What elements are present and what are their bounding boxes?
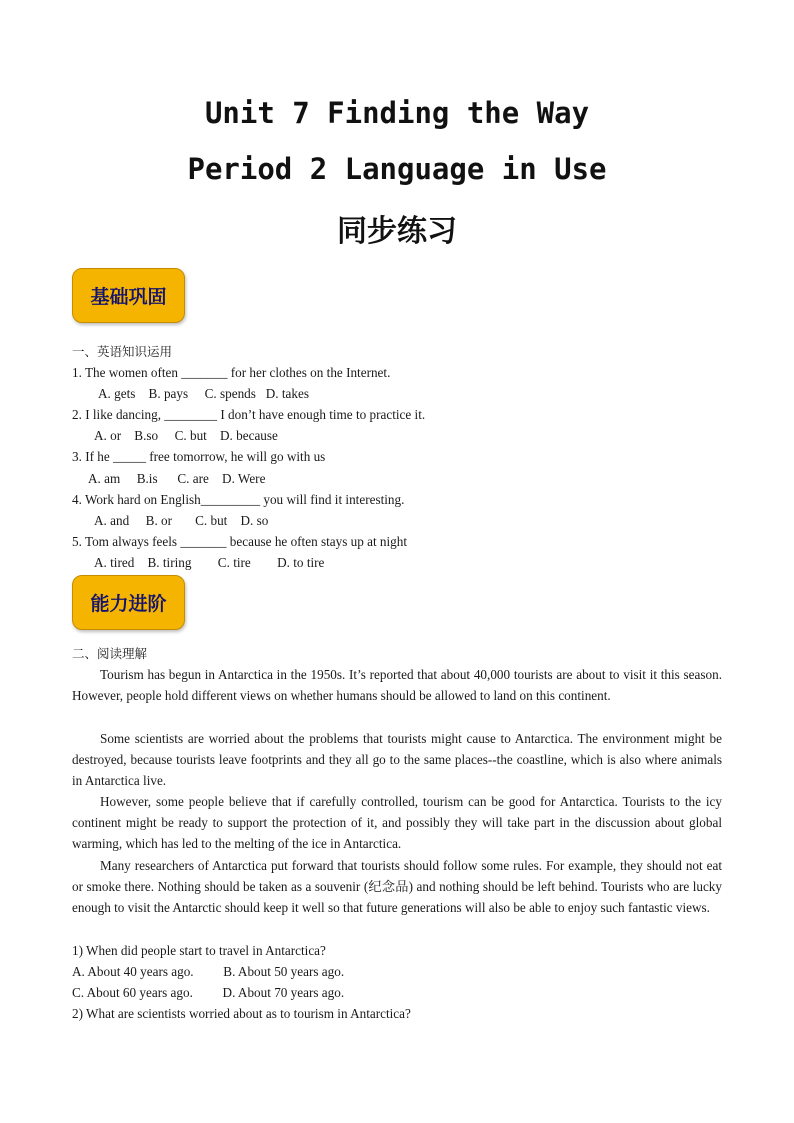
title-period: Period 2 Language in Use bbox=[187, 152, 607, 186]
question-1-stem: 1. The women often _______ for her clothes on the Internet. bbox=[72, 365, 391, 380]
question-5-options: A. tired B. tiring C. tire D. to tire bbox=[94, 555, 325, 570]
question-5-stem: 5. Tom always feels _______ because he often stays up at night bbox=[72, 534, 408, 549]
passage-paragraph-4: Many researchers of Antarctica put forward that tourists should follow some rules. For example, they should not eat or smoke there. Nothing should be taken as a souvenir (纪念品) and nothing should be left behind. Tourists who are lucky enough to visit the Antarctic should keep it well so that future generations will also be able to enjoy such fantastic views. bbox=[72, 858, 722, 916]
reading-question-1-options-cd: C. About 60 years ago. D. About 70 years ago. bbox=[72, 985, 345, 1000]
reading-question-1-options-ab: A. About 40 years ago. B. About 50 years ago. bbox=[72, 964, 345, 979]
section2-heading: 二、阅读理解 bbox=[72, 646, 148, 661]
question-3-options: A. am B.is C. are D. Were bbox=[88, 471, 266, 486]
question-4-options: A. and B. or C. but D. so bbox=[94, 513, 269, 528]
title-practice: 同步练习 bbox=[337, 214, 457, 249]
reading-question-2-stem: 2) What are scientists worried about as to tourism in Antarctica? bbox=[72, 1006, 411, 1021]
title-unit: Unit 7 Finding the Way bbox=[204, 96, 590, 130]
badge-advanced: 能力进阶 bbox=[72, 575, 185, 630]
passage-paragraph-3: However, some people believe that if carefully controlled, tourism can be good for Antarctica. Tourists to the icy continent might be ready to support the protection of it, and possibly they will take part in the discussion about global warming, which has led to the melting of the ice in Antarctica. bbox=[72, 794, 722, 852]
question-4-stem: 4. Work hard on English_________ you will find it interesting. bbox=[72, 492, 405, 507]
badge-basic: 基础巩固 bbox=[72, 268, 185, 323]
reading-question-1-stem: 1) When did people start to travel in Antarctica? bbox=[72, 943, 326, 958]
question-2-stem: 2. I like dancing, ________ I don’t have enough time to practice it. bbox=[72, 407, 426, 422]
passage-paragraph-2: Some scientists are worried about the problems that tourists might cause to Antarctica. The environment might be destroyed, because tourists leave footprints and they all go to the same places--the coastline, which is also where animals in Antarctica live. bbox=[72, 731, 722, 789]
passage-paragraph-1: Tourism has begun in Antarctica in the 1950s. It’s reported that about 40,000 tourists are about to visit it this season. However, people hold different views on whether humans should be allowed to land on this continent. bbox=[72, 667, 722, 704]
section1-heading: 一、英语知识运用 bbox=[72, 344, 173, 359]
question-1-options: A. gets B. pays C. spends D. takes bbox=[98, 386, 309, 401]
question-2-options: A. or B.so C. but D. because bbox=[94, 428, 278, 443]
question-3-stem: 3. If he _____ free tomorrow, he will go with us bbox=[72, 449, 326, 464]
